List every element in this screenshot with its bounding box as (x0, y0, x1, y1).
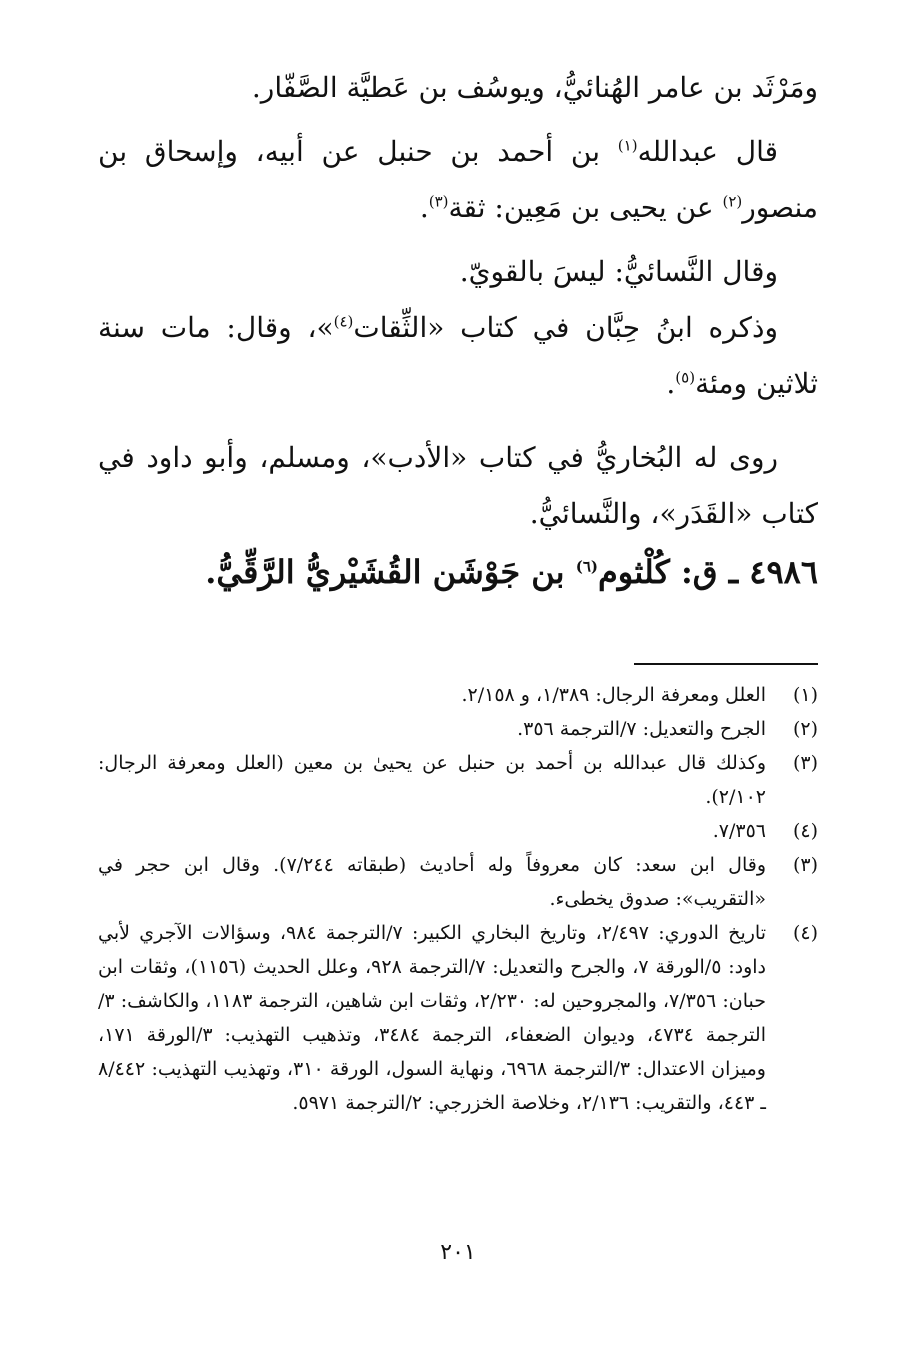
entry-heading-part-a: ٤٩٨٦ ـ ق: كُلْثوم (597, 553, 818, 591)
footnote-text: الجرح والتعديل: ٧/الترجمة ٣٥٦. (517, 718, 766, 740)
paragraph-3-text: وقال النَّسائيُّ: ليسَ بالقويّ. (459, 255, 778, 288)
paragraph-4 (98, 300, 818, 412)
paragraph-2-part-b: بن أحمد بن حنبل عن أبيه، وإسحاق بن منصور (98, 135, 818, 224)
footnote-item (98, 848, 818, 916)
footnote-item (98, 916, 818, 1120)
paragraph-5 (98, 430, 818, 542)
paragraph-4-part-b: »، وقال: مات سنة ثلاثين ومئة (98, 311, 818, 400)
paragraph-2-part-c: عن يحيى بن مَعِين: ثقة (448, 191, 723, 224)
footnote-text: العلل ومعرفة الرجال: ١/٣٨٩، و ٢/١٥٨. (461, 684, 766, 706)
footnote-number: (٣) (792, 752, 818, 774)
footnote-text: ٧/٣٥٦. (712, 820, 766, 842)
footnote-number: (٣) (792, 854, 818, 876)
footnote-ref-1[interactable]: (١) (617, 136, 638, 155)
paragraph-4-part-c: . (666, 367, 676, 400)
paragraph-2-part-a: قال عبدالله (637, 135, 779, 168)
footnote-separator (634, 663, 818, 665)
footnote-ref-3[interactable]: (٣) (428, 192, 449, 211)
footnote-item (98, 746, 818, 814)
paragraph-3 (98, 244, 818, 300)
paragraph-2 (98, 124, 818, 236)
paragraph-1 (98, 60, 818, 116)
footnote-ref-2[interactable]: (٢) (722, 192, 743, 211)
footnote-ref-4[interactable]: (٤) (333, 312, 354, 331)
footnote-item (98, 814, 818, 848)
entry-heading (98, 542, 818, 602)
footnotes-list (98, 678, 818, 1120)
paragraph-1-text: ومَرْثَد بن عامر الهُنائيُّ، ويوسُف بن عَطيَّة الصَّفّار. (251, 71, 818, 104)
page-number: ٢٠١ (440, 1240, 476, 1265)
footnote-number: (١) (792, 684, 818, 706)
footnote-text: وقال ابن سعد: كان معروفاً وله أحاديث (طبقاته ٧/٢٤٤). وقال ابن حجر في «التقريب»: صدوق يخطىء. (98, 854, 766, 910)
footnote-text: وكذلك قال عبدالله بن أحمد بن حنبل عن يحيىٰ بن معين (العلل ومعرفة الرجال: ٢/١٠٢). (98, 752, 766, 808)
entry-heading-part-b: بن جَوْشَن القُشَيْريُّ الرَّقِّيُّ. (205, 553, 576, 591)
paragraph-4-part-a: وذكره ابنُ حِبَّان في كتاب «الثِّقات (353, 311, 778, 344)
paragraph-5-text: روى له البُخاريُّ في كتاب «الأدب»، ومسلم، وأبو داود في كتاب «القَدَر»، والنَّسائيُّ. (98, 441, 818, 530)
footnote-number: (٢) (792, 718, 818, 740)
footnote-item (98, 678, 818, 712)
footnote-text: تاريخ الدوري: ٢/٤٩٧، وتاريخ البخاري الكبير: ٧/الترجمة ٩٨٤، وسؤالات الآجري لأبي داود: ٥/الورقة ٧، والجرح والتعديل: ٧/الترجمة ٩٢٨، وعلل الحديث (١١٥٦)، وثقات ابن حبان: ٧/٣٥٦، والمجروحين له: ٢/٢٣٠، وثقات ابن شاهين، الترجمة ١١٨٣، والكاشف: ٣/الترجمة ٤٧٣٤، وديوان الضعفاء، الترجمة ٣٤٨٤، وتذهيب التهذيب: ٣/الورقة ١٧١، وميزان الاعتدال: ٣/الترجمة ٦٩٦٨، ونهاية السول، الورقة ٣١٠، وتهذيب التهذيب: ٨/٤٤٢ ـ ٤٤٣، والتقريب: ٢/١٣٦، وخلاصة الخزرجي: ٢/الترجمة ٥٩٧١. (98, 922, 766, 1114)
footnote-item (98, 712, 818, 746)
footnote-number: (٤) (792, 820, 818, 842)
main-text (98, 60, 818, 602)
footnote-ref-6[interactable]: (٦) (575, 557, 598, 576)
paragraph-2-part-d: . (419, 191, 429, 224)
footnote-number: (٤) (792, 922, 818, 944)
footnote-ref-5[interactable]: (٥) (675, 368, 696, 387)
